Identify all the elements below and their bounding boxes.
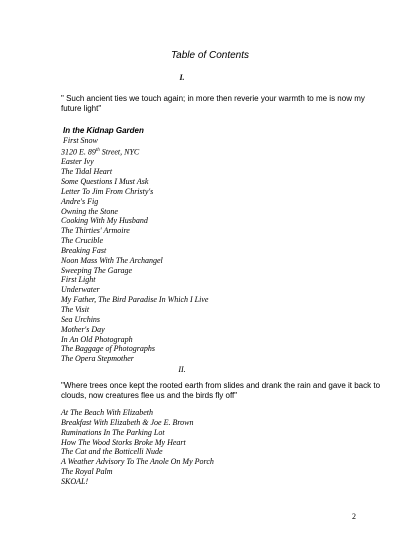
list-item: A Weather Advisory To The Anole On My Porch (61, 457, 214, 467)
part-two-epigraph: "Where trees once kept the rooted earth from slides and drank the rain and gave it back to clouds, now creatures flee us and the birds fly off" (61, 381, 381, 400)
list-item: In An Old Photograph (61, 334, 133, 344)
list-item: First Light (61, 275, 96, 285)
page-title: Table of Contents (170, 50, 250, 61)
list-item: Ruminations In The Parking Lot (61, 427, 165, 437)
list-item: The Royal Palm (61, 467, 113, 477)
list-item: Owning the Stone (61, 206, 118, 216)
part-two-contents-list (61, 408, 214, 487)
list-item: The Tidal Heart (61, 167, 113, 177)
list-item: Noon Mass With The Archangel (61, 255, 163, 265)
list-item: Sea Urchins (61, 314, 101, 324)
list-item: Andre's Fig (61, 196, 99, 206)
list-item: Cooking With My Husband (61, 216, 148, 226)
list-item: My Father, The Bird Paradise In Which I Live (61, 295, 209, 305)
section-heading-kidnap-garden: In the Kidnap Garden (63, 126, 144, 135)
part-one-numeral: I. (179, 73, 185, 82)
list-item: Breaking Fast (61, 245, 107, 255)
list-item: The Visit (61, 305, 90, 314)
list-item: At The Beach With Elizabeth (61, 408, 153, 417)
list-item: Mother's Day (61, 324, 105, 334)
part-one-epigraph: " Such ancient ties we touch again; in more then reverie your warmth to me is now my future light" (61, 94, 365, 113)
list-item: Letter To Jim From Christy's (61, 186, 154, 196)
list-item: The Thirties' Armoire (61, 226, 130, 236)
list-item: The Cat and the Botticelli Nude (61, 447, 163, 457)
part-one-contents-list (61, 136, 208, 364)
list-item: Some Questions I Must Ask (61, 177, 149, 187)
list-item: Sweeping The Garage (61, 265, 133, 275)
list-item: Easter Ivy (61, 157, 94, 167)
list-item: SKOAL! (61, 476, 89, 486)
list-item: 3120 E. 89th Street, NYC (61, 147, 140, 157)
list-item: Breakfast With Elizabeth & Joe E. Brown (61, 417, 194, 427)
list-item: First Snow (63, 136, 98, 145)
list-item: The Opera Stepmother (61, 354, 134, 364)
page-number: 2 (352, 512, 356, 521)
part-two-numeral: II. (178, 365, 186, 374)
list-item: How The Wood Storks Broke My Heart (61, 437, 186, 447)
list-item: The Crucible (61, 236, 103, 246)
list-item: Underwater (61, 285, 100, 295)
list-item: The Baggage of Photographs (61, 344, 155, 354)
